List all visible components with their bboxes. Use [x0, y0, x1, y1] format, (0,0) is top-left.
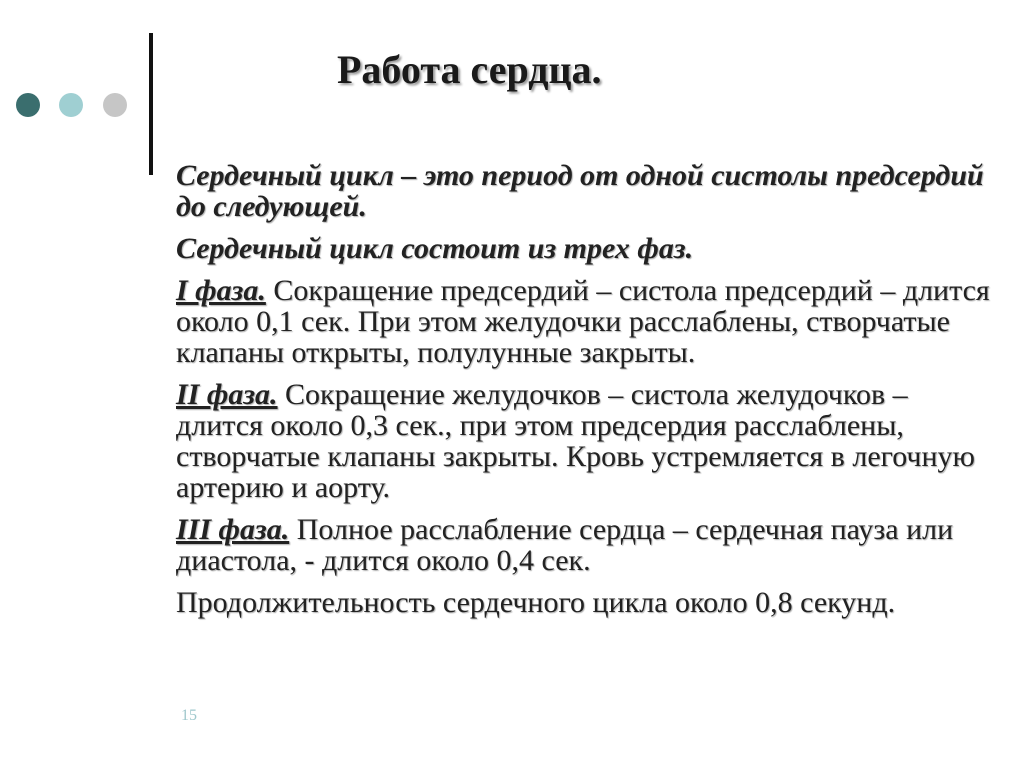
slide-title: Работа сердца.: [337, 47, 602, 92]
slide-number: 15: [181, 707, 197, 724]
decor-dot-3: [103, 93, 127, 117]
phase-1-paragraph: [176, 275, 991, 368]
phase-2-text: Сокращение желудочков – систола желудочков – длится около 0,3 сек., при этом предсердия расслаблены, створчатые клапаны закрыты. Кровь устремляется в легочную артерию и аорту.: [176, 378, 975, 504]
decor-dot-2: [59, 93, 83, 117]
phase-2-paragraph: [176, 379, 991, 503]
phase-3-paragraph: [176, 514, 991, 576]
cycle-definition: Сердечный цикл – это период от одной систолы предсердий до следующей.: [176, 159, 984, 223]
phases-intro: Сердечный цикл состоит из трех фаз.: [176, 232, 694, 265]
decor-vertical-bar: [149, 33, 153, 175]
phase-3-text: Полное расслабление сердца – сердечная пауза или диастола, - длится около 0,4 сек.: [176, 513, 954, 577]
phase-1-text: Сокращение предсердий – систола предсердий – длится около 0,1 сек. При этом желудочки расслаблены, створчатые клапаны открыты, полулунные закрыты.: [176, 274, 990, 369]
decor-dot-1: [16, 93, 40, 117]
cycle-duration: Продолжительность сердечного цикла около 0,8 секунд.: [176, 586, 896, 619]
phase-3-label: III фаза.: [176, 513, 290, 546]
slide-content: [176, 160, 991, 629]
phase-1-label: I фаза.: [176, 274, 266, 307]
phase-2-label: II фаза.: [176, 378, 278, 411]
